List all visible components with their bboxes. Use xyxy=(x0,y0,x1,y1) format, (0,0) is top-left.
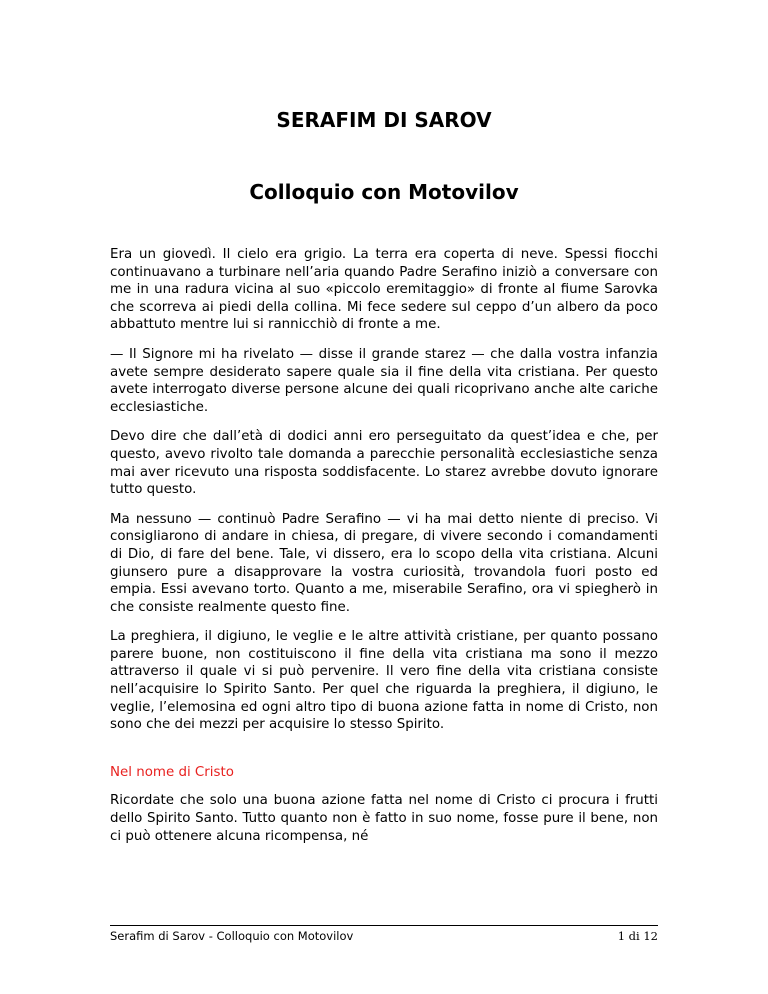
body-text xyxy=(110,246,658,857)
paragraph: — Il Signore mi ha rivelato — disse il grande starez — che dalla vostra infanzia avete sempre desiderato sapere quale sia il fine della vita cristiana. Per questo avete interrogato diverse persone alcune dei quali ricoprivano anche alte cariche ecclesiastiche. xyxy=(110,346,658,415)
document-title: SERAFIM DI SAROV xyxy=(276,108,492,132)
paragraph: Ma nessuno — continuò Padre Serafino — vi ha mai detto niente di preciso. Vi consigliarono di andare in chiesa, di pregare, di vivere secondo i comandamenti di Dio, di fare del bene. Tale, vi dissero, era lo scopo della vita cristiana. Alcuni giunsero pure a disapprovare la vostra curiosità, trovandola fuori posto ed empia. Essi avevano torto. Quanto a me, miserabile Serafino, ora vi spiegherò in che consiste realmente questo fine. xyxy=(110,511,658,615)
footer-title: Serafim di Sarov - Colloquio con Motovilov xyxy=(110,929,354,943)
paragraph: Devo dire che dall’età di dodici anni ero perseguitato da quest’idea e che, per questo, avevo rivolto tale domanda a parecchie personalità ecclesiastiche senza mai aver ricevuto una risposta soddisfacente. Lo starez avrebbe dovuto ignorare tutto questo. xyxy=(110,429,658,498)
section-heading: Nel nome di Cristo xyxy=(110,764,234,780)
paragraph: La preghiera, il digiuno, le veglie e le altre attività cristiane, per quanto possano parere buone, non costituiscono il fine della vita cristiana ma sono il mezzo attraverso il quale vi si può pervenire. Il vero fine della vita cristiana consiste nell’acquisire lo Spirito Santo. Per quel che riguarda la preghiera, il digiuno, le veglie, l’elemosina ed ogni altro tipo di buona azione fatta in nome di Cristo, non sono che dei mezzi per acquisire lo stesso Spirito. xyxy=(110,629,658,733)
section-paragraph: Ricordate che solo una buona azione fatta nel nome di Cristo ci procura i frutti dello Spirito Santo. Tutto quanto non è fatto in suo nome, fosse pure il bene, non ci può ottenere alcuna ricompensa, né xyxy=(110,793,658,844)
document-subtitle: Colloquio con Motovilov xyxy=(249,180,519,204)
paragraph: Era un giovedì. Il cielo era grigio. La terra era coperta di neve. Spessi fiocchi continuavano a turbinare nell’aria quando Padre Serafino iniziò a conversare con me in una radura vicina al suo «piccolo eremitaggio» di fronte al fiume Sarovka che scorreva ai piedi della collina. Mi fece sedere sul ceppo d’un albero da poco abbattuto mentre lui si rannicchiò di fronte a me. xyxy=(110,247,658,333)
page-number: 1 di 12 xyxy=(617,929,658,943)
footer-divider xyxy=(110,925,658,926)
